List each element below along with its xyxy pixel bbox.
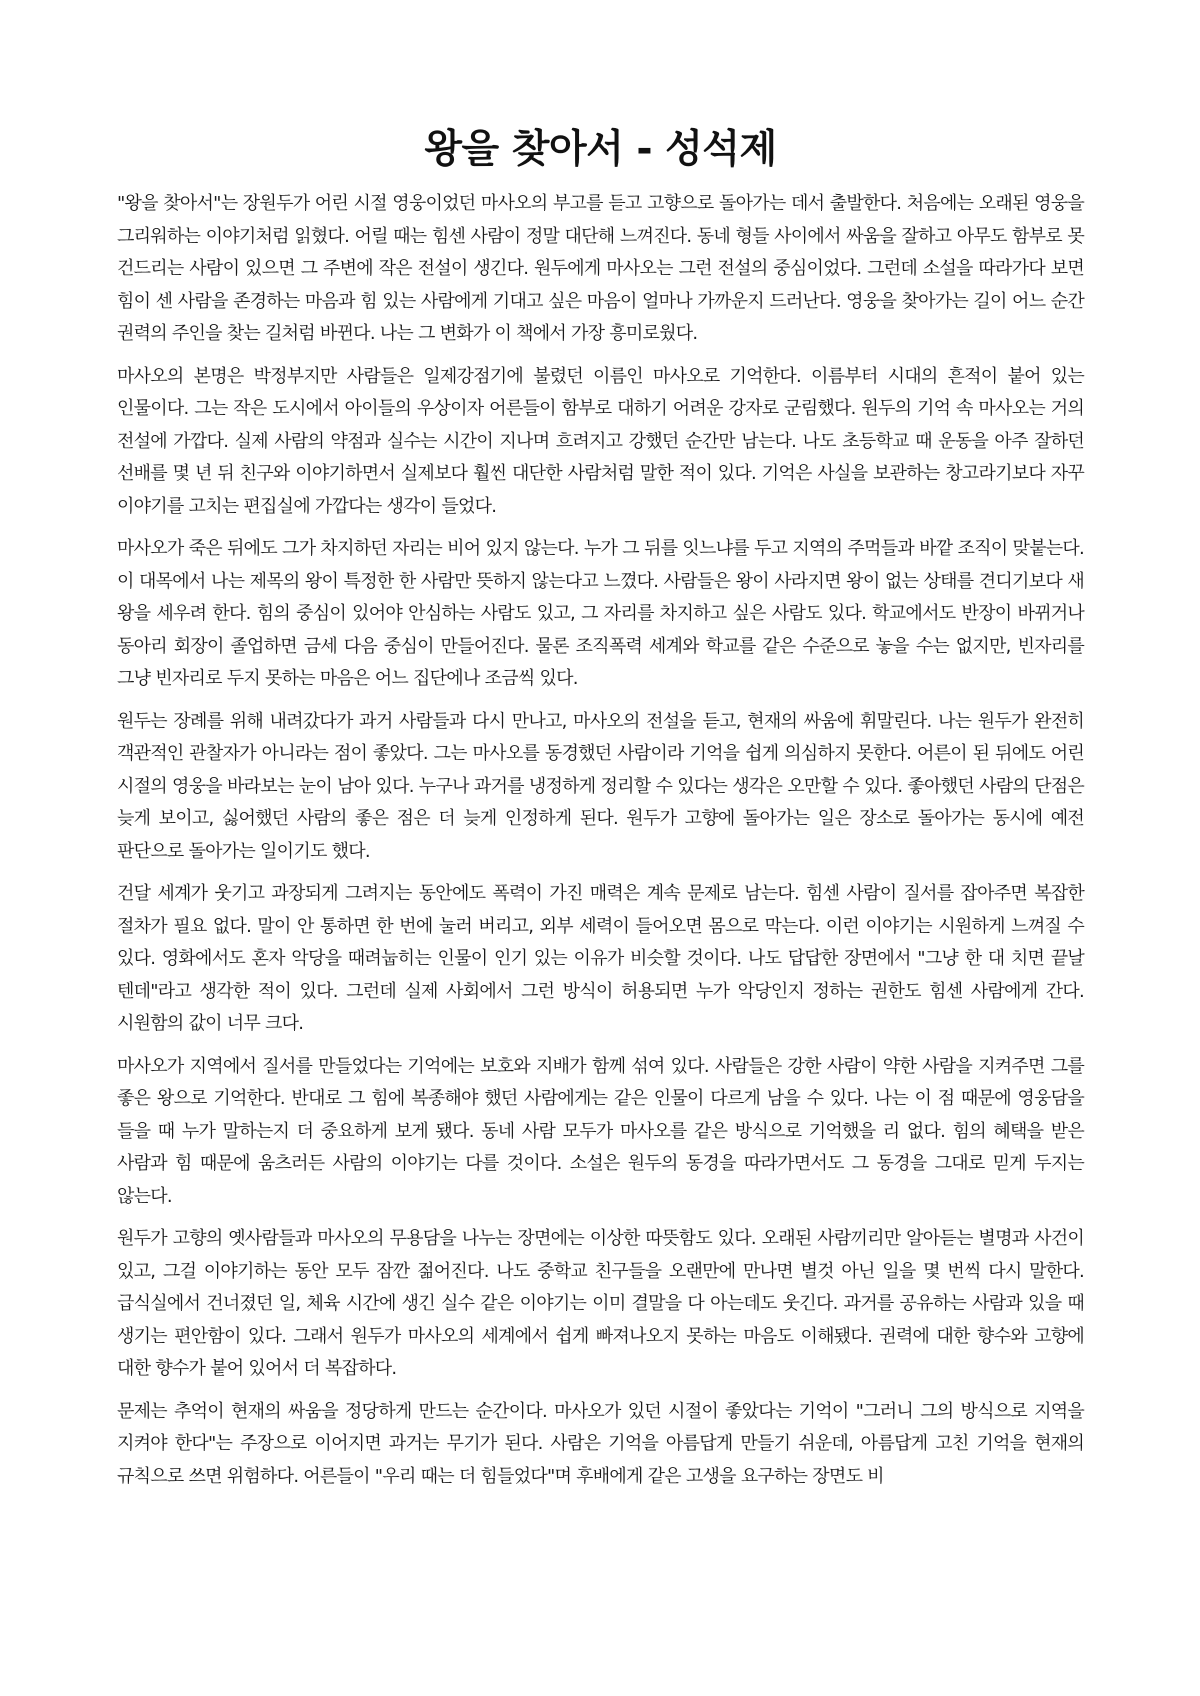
paragraph-1: "왕을 찾아서"는 장원두가 어린 시절 영웅이었던 마사오의 부고를 듣고 고향으로 돌아가는 데서 출발한다. 처음에는 오래된 영웅을 그리워하는 이야기처럼 읽혔다. 어릴 때는 힘센 사람이 정말 대단해 느껴진다. 동네 형들 사이에서 싸움을 잘하고 아무도 함부로 못 건드리는 사람이 있으면 그 주변에 작은 전설이 생긴다. 원두에게 마사오는 그런 전설의 중심이었다. 그런데 소설을 따라가다 보면 힘이 센 사람을 존경하는 마음과 힘 있는 사람에게 기대고 싶은 마음이 얼마나 가까운지 드러난다. 영웅을 찾아가는 길이 어느 순간 권력의 주인을 찾는 길처럼 바뀐다. 나는 그 변화가 이 책에서 가장 흥미로웠다. [117,193,1084,344]
document-body [117,188,1084,1493]
paragraph-2: 마사오의 본명은 박정부지만 사람들은 일제강점기에 불렸던 이름인 마사오로 기억한다. 이름부터 시대의 흔적이 붙어 있는 인물이다. 그는 작은 도시에서 아이들의 우상이자 어른들이 함부로 대하기 어려운 강자로 군림했다. 원두의 기억 속 마사오는 거의 전설에 가깝다. 실제 사람의 약점과 실수는 시간이 지나며 흐려지고 강했던 순간만 남는다. 나도 초등학교 때 운동을 아주 잘하던 선배를 몇 년 뒤 친구와 이야기하면서 실제보다 훨씬 대단한 사람처럼 말한 적이 있다. 기억은 사실을 보관하는 창고라기보다 자꾸 이야기를 고치는 편집실에 가깝다는 생각이 들었다. [117,365,1084,517]
paragraph-7: 원두가 고향의 옛사람들과 마사오의 무용담을 나누는 장면에는 이상한 따뜻함도 있다. 오래된 사람끼리만 알아듣는 별명과 사건이 있고, 그걸 이야기하는 동안 모두 잠깐 젊어진다. 나도 중학교 친구들을 오랜만에 만나면 별것 아닌 일을 몇 번씩 다시 말한다. 급식실에서 건너졌던 일, 체육 시간에 생긴 실수 같은 이야기는 이미 결말을 다 아는데도 웃긴다. 과거를 공유하는 사람과 있을 때 생기는 편안함이 있다. 그래서 원두가 마사오의 세계에서 쉽게 빠져나오지 못하는 마음도 이해됐다. 권력에 대한 향수와 고향에 대한 향수가 붙어 있어서 더 복잡하다. [117,1228,1084,1379]
paragraph-6: 마사오가 지역에서 질서를 만들었다는 기억에는 보호와 지배가 함께 섞여 있다. 사람들은 강한 사람이 약한 사람을 지켜주면 그를 좋은 왕으로 기억한다. 반대로 그 힘에 복종해야 했던 사람에게는 같은 인물이 다르게 남을 수 있다. 나는 이 점 때문에 영웅담을 들을 때 누가 말하는지 더 중요하게 보게 됐다. 동네 사람 모두가 마사오를 같은 방식으로 기억했을 리 없다. 힘의 혜택을 받은 사람과 힘 때문에 움츠러든 사람의 이야기는 다를 것이다. 소설은 원두의 동경을 따라가면서도 그 동경을 그대로 믿게 두지는 않는다. [117,1055,1084,1207]
document-title: 왕을 찾아서 - 성석제 [424,127,777,172]
paragraph-4: 원두는 장례를 위해 내려갔다가 과거 사람들과 다시 만나고, 마사오의 전설을 듣고, 현재의 싸움에 휘말린다. 나는 원두가 완전히 객관적인 관찰자가 아니라는 점이 좋았다. 그는 마사오를 동경했던 사람이라 기억을 쉽게 의심하지 못한다. 어른이 된 뒤에도 어린 시절의 영웅을 바라보는 눈이 남아 있다. 누구나 과거를 냉정하게 정리할 수 있다는 생각은 오만할 수 있다. 좋아했던 사람의 단점은 늦게 보이고, 싫어했던 사람의 좋은 점은 더 늦게 인정하게 된다. 원두가 고향에 돌아가는 일은 장소로 돌아가는 동시에 예전 판단으로 돌아가는 일이기도 했다. [117,710,1084,862]
paragraph-5: 건달 세계가 웃기고 과장되게 그려지는 동안에도 폭력이 가진 매력은 계속 문제로 남는다. 힘센 사람이 질서를 잡아주면 복잡한 절차가 필요 없다. 말이 안 통하면 한 번에 눌러 버리고, 외부 세력이 들어오면 몸으로 막는다. 이런 이야기는 시원하게 느껴질 수 있다. 영화에서도 혼자 악당을 때려눕히는 인물이 인기 있는 이유가 비슷할 것이다. 나도 답답한 장면에서 "그냥 한 대 치면 끝날 텐데"라고 생각한 적이 있다. 그런데 실제 사회에서 그런 방식이 허용되면 누가 악당인지 정하는 권한도 힘센 사람에게 간다. 시원함의 값이 너무 크다. [117,883,1084,1034]
paragraph-8: 문제는 추억이 현재의 싸움을 정당하게 만드는 순간이다. 마사오가 있던 시절이 좋았다는 기억이 "그러니 그의 방식으로 지역을 지켜야 한다"는 주장으로 이어지면 과거는 무기가 된다. 사람은 기억을 아름답게 만들기 쉬운데, 아름답게 고친 기억을 현재의 규칙으로 쓰면 위험하다. 어른들이 "우리 때는 더 힘들었다"며 후배에게 같은 고생을 요구하는 장면도 비 [117,1400,1084,1487]
document-page [117,0,1084,1696]
paragraph-3: 마사오가 죽은 뒤에도 그가 차지하던 자리는 비어 있지 않는다. 누가 그 뒤를 잇느냐를 두고 지역의 주먹들과 바깥 조직이 맞붙는다. 이 대목에서 나는 제목의 왕이 특정한 한 사람만 뜻하지 않는다고 느꼈다. 사람들은 왕이 사라지면 왕이 없는 상태를 견디기보다 새 왕을 세우려 한다. 힘의 중심이 있어야 안심하는 사람도 있고, 그 자리를 차지하고 싶은 사람도 있다. 학교에서도 반장이 바뀌거나 동아리 회장이 졸업하면 금세 다음 중심이 만들어진다. 물론 조직폭력 세계와 학교를 같은 수준으로 놓을 수는 없지만, 빈자리를 그냥 빈자리로 두지 못하는 마음은 어느 집단에나 조금씩 있다. [117,538,1084,689]
